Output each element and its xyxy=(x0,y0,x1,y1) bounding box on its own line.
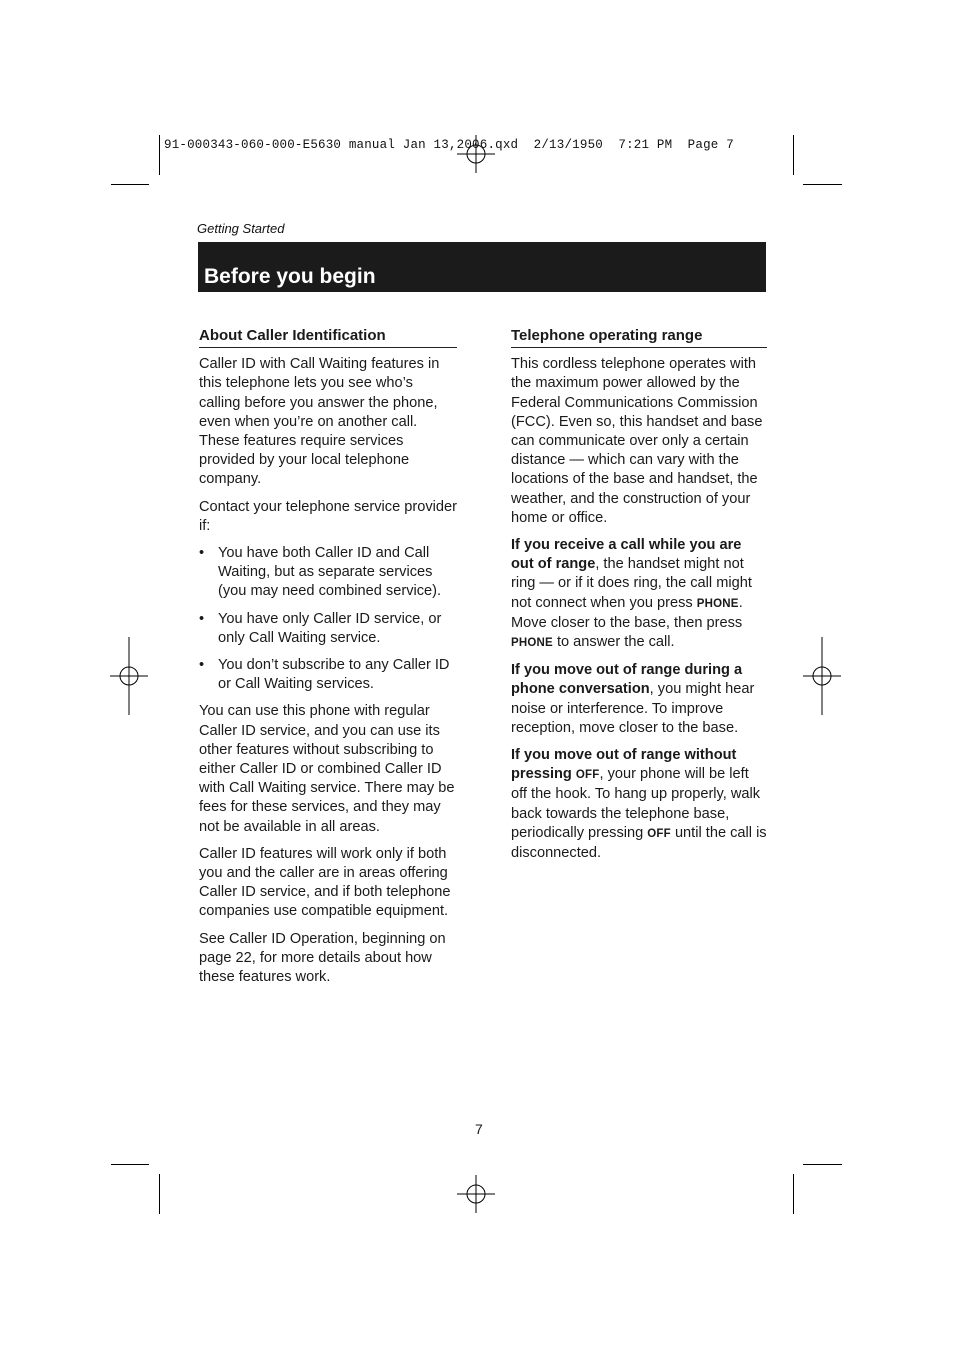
text-run: to answer the call. xyxy=(552,634,675,651)
crop-mark xyxy=(793,1174,794,1214)
lead-in: If you move out of range without pressing xyxy=(511,747,737,783)
page-number: 7 xyxy=(475,1121,483,1137)
text-run: , your phone will be left off the hook. To hang up properly, walk back towards the telephone base, periodically pressing xyxy=(511,766,761,841)
registration-mark-icon xyxy=(803,637,841,715)
list-item-text: You have only Caller ID service, or only Call Waiting service. xyxy=(218,610,442,646)
registration-mark-icon xyxy=(110,637,148,715)
paragraph xyxy=(511,746,767,863)
lead-in: If you move out of range during a phone conversation xyxy=(511,662,743,698)
right-column xyxy=(511,326,767,871)
lead-in: If you receive a call while you are out of range xyxy=(511,537,742,573)
bullet-icon: • xyxy=(199,610,205,627)
phone-key-label: PHONE xyxy=(696,597,739,610)
list-item xyxy=(199,610,457,648)
phone-key-label: PHONE xyxy=(511,637,553,650)
crop-mark xyxy=(111,184,149,185)
paragraph xyxy=(511,536,767,653)
paragraph: Caller ID with Call Waiting features in this telephone lets you see who’s calling before you answer the phone, even when you’re on another call. These features require services provided by your local telephone company. xyxy=(199,356,440,488)
text-run: . Move closer to the base, then press xyxy=(511,594,743,631)
paragraph: Contact your telephone service provider if: xyxy=(199,498,457,534)
left-column xyxy=(199,326,457,995)
registration-mark-icon xyxy=(457,1175,495,1213)
list-item xyxy=(199,656,457,694)
crop-mark xyxy=(803,1164,842,1165)
list-item xyxy=(199,544,457,602)
paragraph: You can use this phone with regular Caller ID service, and you can use its other features without subscribing to either Caller ID or combined Caller ID with Call Waiting service. There may be fees for these services, and they may not be available in all areas. xyxy=(199,703,455,835)
section-heading: Telephone operating range xyxy=(511,326,767,348)
title-banner xyxy=(198,242,766,292)
crop-mark xyxy=(159,135,160,175)
section-label: Getting Started xyxy=(197,221,285,236)
list-item-text: You have both Caller ID and Call Waiting, but as separate services (you may need combined service). xyxy=(218,545,442,600)
off-key-label: OFF xyxy=(647,827,671,840)
paragraph: This cordless telephone operates with the maximum power allowed by the Federal Communications Commission (FCC). Even so, this handset and base can communicate over only a certain distance — which can vary with the locations of the base and handset, the weather, and the construction of your home or office. xyxy=(511,356,763,526)
list-item-text: You don’t subscribe to any Caller ID or Call Waiting services. xyxy=(218,657,450,693)
bullet-icon: • xyxy=(199,657,205,674)
crop-mark xyxy=(159,1174,160,1214)
paragraph: Caller ID features will work only if both you and the caller are in areas offering Caller ID service, and if both telephone companies use compatible equipment. xyxy=(199,845,451,920)
paragraph: See Caller ID Operation, beginning on page 22, for more details about how these features work. xyxy=(199,930,446,986)
off-key-label: OFF xyxy=(575,769,600,782)
crop-mark xyxy=(803,184,842,185)
page-title: Before you begin xyxy=(204,265,376,288)
text-run: until the call is disconnected. xyxy=(511,824,767,862)
section-heading: About Caller Identification xyxy=(199,326,457,348)
bullet-list xyxy=(199,544,457,694)
crop-mark xyxy=(111,1164,149,1165)
bullet-icon: • xyxy=(199,545,205,562)
crop-mark xyxy=(793,135,794,175)
paragraph xyxy=(511,661,767,738)
print-slug: 91-000343-060-000-E5630 manual Jan 13,2006.qxd 2/13/1950 7:21 PM Page 7 xyxy=(164,138,734,152)
text-run: , you might hear noise or interference. To improve reception, move closer to the base. xyxy=(511,681,755,736)
text-run: , the handset might not ring — or if it does ring, the call might not connect when you press xyxy=(511,556,752,611)
